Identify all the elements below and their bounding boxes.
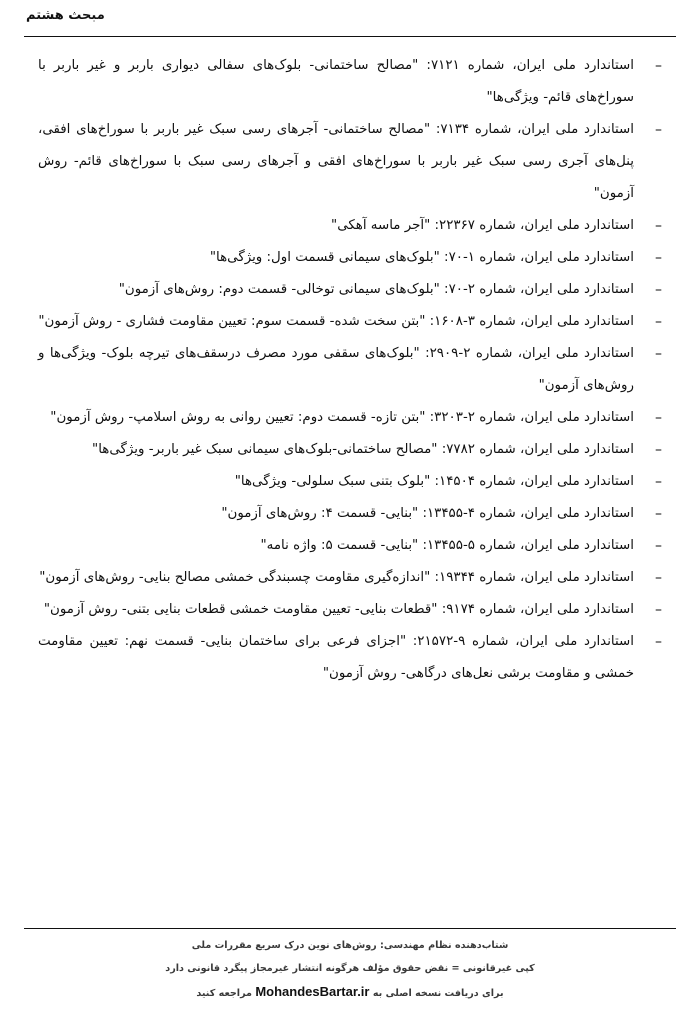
list-dash: – xyxy=(655,442,662,458)
list-dash: – xyxy=(655,538,662,554)
reference-item xyxy=(38,306,664,338)
reference-item xyxy=(38,210,664,242)
footer-suffix: مراجعه کنید xyxy=(196,988,252,999)
reference-item xyxy=(38,594,664,626)
list-dash: – xyxy=(655,410,662,426)
list-dash: – xyxy=(655,506,662,522)
reference-item xyxy=(38,402,664,434)
reference-text: استاندارد ملی ایران، شماره ۲-۳۲۰۳: "بتن تازه- قسمت دوم: تعیین روانی به روش اسلامپ- روش آزمون" xyxy=(50,410,634,425)
list-dash: – xyxy=(655,634,662,650)
page-header-title: مبحث هشتم xyxy=(26,8,105,23)
list-dash: – xyxy=(655,250,662,266)
list-dash: – xyxy=(655,602,662,618)
footer-prefix: برای دریافت نسخه اصلی به xyxy=(372,988,504,999)
reference-text: استاندارد ملی ایران، شماره ۷۱۲۱: "مصالح ساختمانی- بلوک‌های سفالی دیواری باربر و غیر باربر با سوراخ‌های قائم- ویژگی‌ها" xyxy=(38,58,634,105)
reference-text: استاندارد ملی ایران، شماره ۲-۲۹۰۹: "بلوک‌های سقفی مورد مصرف درسقف‌های تیرچه بلوک- ویژگی‌ها و روش‌های آزمون" xyxy=(38,346,634,393)
list-dash: – xyxy=(655,314,662,330)
reference-item xyxy=(38,626,664,690)
header-divider xyxy=(24,36,676,37)
list-dash: – xyxy=(655,122,662,138)
footer-line-1: شتاب‌دهنده نظام مهندسی: روش‌های نوین درک سریع مقررات ملی xyxy=(191,940,509,951)
footer-divider xyxy=(24,928,676,929)
reference-text: استاندارد ملی ایران، شماره ۷۷۸۲: "مصالح ساختمانی-بلوک‌های سیمانی سبک غیر باربر- ویژگی‌ها" xyxy=(92,442,634,457)
reference-text: استاندارد ملی ایران، شماره ۱۹۳۴۴: "اندازه‌گیری مقاومت چسبندگی خمشی مصالح بنایی- روش‌های آزمون" xyxy=(39,570,634,585)
reference-list xyxy=(38,50,664,690)
reference-item xyxy=(38,498,664,530)
reference-text: استاندارد ملی ایران، شماره ۹-۲۱۵۷۲: "اجزای فرعی برای ساختمان بنایی- قسمت نهم: تعیین مقاومت خمشی و مقاومت برشی نعل‌های درگاهی- روش آزمون" xyxy=(38,634,634,681)
reference-text: استاندارد ملی ایران، شماره ۱۴۵۰۴: "بلوک بتنی سبک سلولی- ویژگی‌ها" xyxy=(234,474,634,489)
reference-item xyxy=(38,466,664,498)
reference-text: استاندارد ملی ایران، شماره ۴-۱۳۴۵۵: "بنایی- قسمت ۴: روش‌های آزمون" xyxy=(221,506,634,521)
reference-item xyxy=(38,50,664,114)
reference-item xyxy=(38,530,664,562)
reference-text: استاندارد ملی ایران، شماره ۱-۷۰: "بلوک‌های سیمانی قسمت اول: ویژگی‌ها" xyxy=(209,250,634,265)
list-dash: – xyxy=(655,474,662,490)
reference-text: استاندارد ملی ایران، شماره ۳-۱۶۰۸: "بتن سخت شده- قسمت سوم: تعیین مقاومت فشاری - روش آزمون" xyxy=(38,314,634,329)
reference-item xyxy=(38,114,664,210)
reference-text: استاندارد ملی ایران، شماره ۵-۱۳۴۵۵: "بنایی- قسمت ۵: واژه نامه" xyxy=(260,538,634,553)
reference-text: استاندارد ملی ایران، شماره ۲-۷۰: "بلوک‌های سیمانی توخالی- قسمت دوم: روش‌های آزمون" xyxy=(118,282,634,297)
reference-text: استاندارد ملی ایران، شماره ۷۱۳۴: "مصالح ساختمانی- آجرهای رسی سبک غیر باربر با سوراخ‌های افقی، پنل‌های آجری رسی سبک غیر باربر با سوراخ‌های افقی و آجرهای رسی سبک با سوراخ‌های قائم- روش آزمون" xyxy=(38,122,635,201)
list-dash: – xyxy=(655,58,662,74)
reference-item xyxy=(38,242,664,274)
reference-item xyxy=(38,562,664,594)
reference-text: استاندارد ملی ایران، شماره ۹۱۷۴: "قطعات بنایی- تعیین مقاومت خمشی قطعات بنایی بتنی- روش آزمون" xyxy=(43,602,634,617)
footer-line-2: کپی غیرقانونی = نقض حقوق مؤلف هرگونه انتشار غیرمجاز پیگرد قانونی دارد xyxy=(165,963,535,974)
reference-item xyxy=(38,274,664,306)
footer-line-3 xyxy=(60,980,640,1005)
list-dash: – xyxy=(655,570,662,586)
reference-text: استاندارد ملی ایران، شماره ۲۲۳۶۷: "آجر ماسه آهکی" xyxy=(331,218,634,233)
reference-item xyxy=(38,338,664,402)
reference-item xyxy=(38,434,664,466)
footer-site-link[interactable]: MohandesBartar.ir xyxy=(255,984,370,999)
footer-watermark xyxy=(60,934,640,1005)
list-dash: – xyxy=(655,218,662,234)
list-dash: – xyxy=(655,346,662,362)
list-dash: – xyxy=(655,282,662,298)
